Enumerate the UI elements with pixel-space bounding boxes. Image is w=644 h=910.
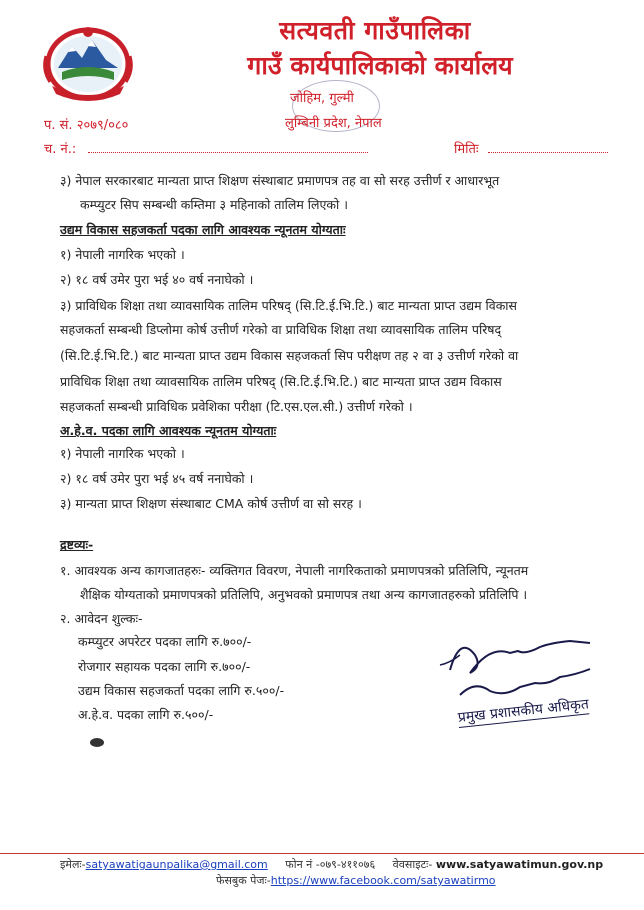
phone-number: फोन नं -०७९-४११०७६ — [285, 858, 376, 871]
ahw-heading: अ.हे.व. पदका लागि आवश्यक न्यूनतम योग्यताः — [60, 423, 277, 438]
enterprise-facilitator-item-3-line1: ३) प्राविधिक शिक्षा तथा व्यावसायिक तालिम परिषद् (सि.टि.ई.भि.टि.) बाट मान्यता प्राप्त उद्यम विकास — [60, 298, 517, 313]
enterprise-facilitator-item-3-line2: सहजकर्ता सम्बन्धी डिप्लोमा कोर्ष उत्तीर्ण गरेको वा प्राविधिक शिक्षा तथा व्यावसायिक तालिम परिषद् — [60, 322, 502, 337]
date-line — [488, 152, 608, 153]
office-title-line2: गाउँ कार्यपालिकाको कार्यालय — [247, 51, 513, 80]
website-link[interactable]: www.satyawatimun.gov.np — [435, 858, 604, 871]
dispatch-number-label: च. नं.: — [44, 142, 77, 157]
ink-blot — [90, 738, 104, 747]
ahw-item-1: १) नेपाली नागरिक भएको । — [60, 446, 185, 461]
enterprise-facilitator-item-2: २) १८ वर्ष उमेर पुरा भई ४० वर्ष ननाघेको । — [60, 272, 254, 287]
ahw-item-2: २) १८ वर्ष उमेर पुरा भई ४५ वर्ष ननाघेको । — [60, 471, 254, 486]
enterprise-facilitator-item-3-line3: (सि.टि.ई.भि.टि.) बाट मान्यता प्राप्त उद्यम विकास सहजकर्ता सिप परीक्षण तह २ वा ३ उत्तीर्ण गरेको वा — [60, 348, 519, 363]
notes-heading: द्रष्टव्यः- — [60, 537, 94, 552]
enterprise-facilitator-item-3-line5: सहजकर्ता सम्बन्धी प्राविधिक प्रवेशिका परीक्षा (टि.एस.एल.सी.) उत्तीर्ण गरेको । — [60, 399, 413, 414]
address-line2: लुम्बिनी प्रदेश, नेपाल — [285, 116, 382, 131]
address-line1: जोहिम, गुल्मी — [290, 91, 354, 106]
fee-ahw: अ.हे.व. पदका लागि रु.५००/- — [78, 707, 214, 722]
dispatch-number-line — [88, 152, 368, 153]
computer-operator-qualification-3-line1: ३) नेपाल सरकारबाट मान्यता प्राप्त शिक्षण संस्थाबाट प्रमाणपत्र तह वा सो सरह उत्तीर्ण र आधारभूत — [60, 173, 500, 188]
date-label: मितिः — [454, 142, 479, 157]
email-label: इमेलः- — [60, 858, 86, 871]
fee-employment-assistant: रोजगार सहायक पदका लागि रु.७००/- — [78, 659, 251, 674]
office-title-line1: सत्यवती गाउँपालिका — [279, 16, 471, 45]
footer-contact-line — [60, 857, 603, 872]
enterprise-facilitator-heading: उद्यम विकास सहजकर्ता पदका लागि आवश्यक न्यूनतम योग्यताः — [60, 222, 346, 237]
fee-computer-operator: कम्प्युटर अपरेटर पदका लागि रु.७००/- — [78, 634, 252, 649]
facebook-link[interactable]: https://www.facebook.com/satyawatirmo — [270, 874, 496, 887]
website-label: वेवसाइटः- — [392, 858, 433, 871]
fee-enterprise-facilitator: उद्यम विकास सहजकर्ता पदका लागि रु.५००/- — [78, 683, 285, 698]
email-link[interactable]: satyawatigaunpalika@gmail.com — [85, 858, 268, 871]
footer-divider — [0, 853, 644, 854]
enterprise-facilitator-item-1: १) नेपाली नागरिक भएको । — [60, 247, 185, 262]
computer-operator-qualification-3-line2: कम्प्युटर सिप सम्बन्धी कम्तिमा ३ महिनाको तालिम लिएको । — [80, 197, 348, 212]
reference-label: प. सं. — [44, 118, 73, 133]
note-1-line2: शैक्षिक योग्यताको प्रमाणपत्रको प्रतिलिपि, अनुभवको प्रमाणपत्र तथा अन्य कागजातहरुको प्रतिलिपि । — [80, 587, 528, 602]
facebook-label: फेसबुक पेजः- — [216, 874, 271, 887]
reference-value: २०७९/०८० — [76, 118, 129, 133]
reference-number — [44, 115, 128, 133]
nepal-emblem-icon — [40, 20, 136, 104]
footer-facebook-line — [216, 873, 496, 888]
note-2: २. आवेदन शुल्कः- — [60, 611, 143, 626]
enterprise-facilitator-item-3-line4: प्राविधिक शिक्षा तथा व्यावसायिक तालिम परिषद् (सि.टि.ई.भि.टि.) बाट मान्यता प्राप्त उद्यम विकास — [60, 374, 502, 389]
ahw-item-3: ३) मान्यता प्राप्त शिक्षण संस्थाबाट CMA कोर्ष उत्तीर्ण वा सो सरह । — [60, 496, 362, 511]
signatory-title: प्रमुख प्रशासकीय अधिकृत — [457, 696, 590, 726]
note-1-line1: १. आवश्यक अन्य कागजातहरुः- व्यक्तिगत विवरण, नेपाली नागरिकताको प्रमाणपत्रको प्रतिलिपि, न्यूनतम — [60, 563, 529, 578]
